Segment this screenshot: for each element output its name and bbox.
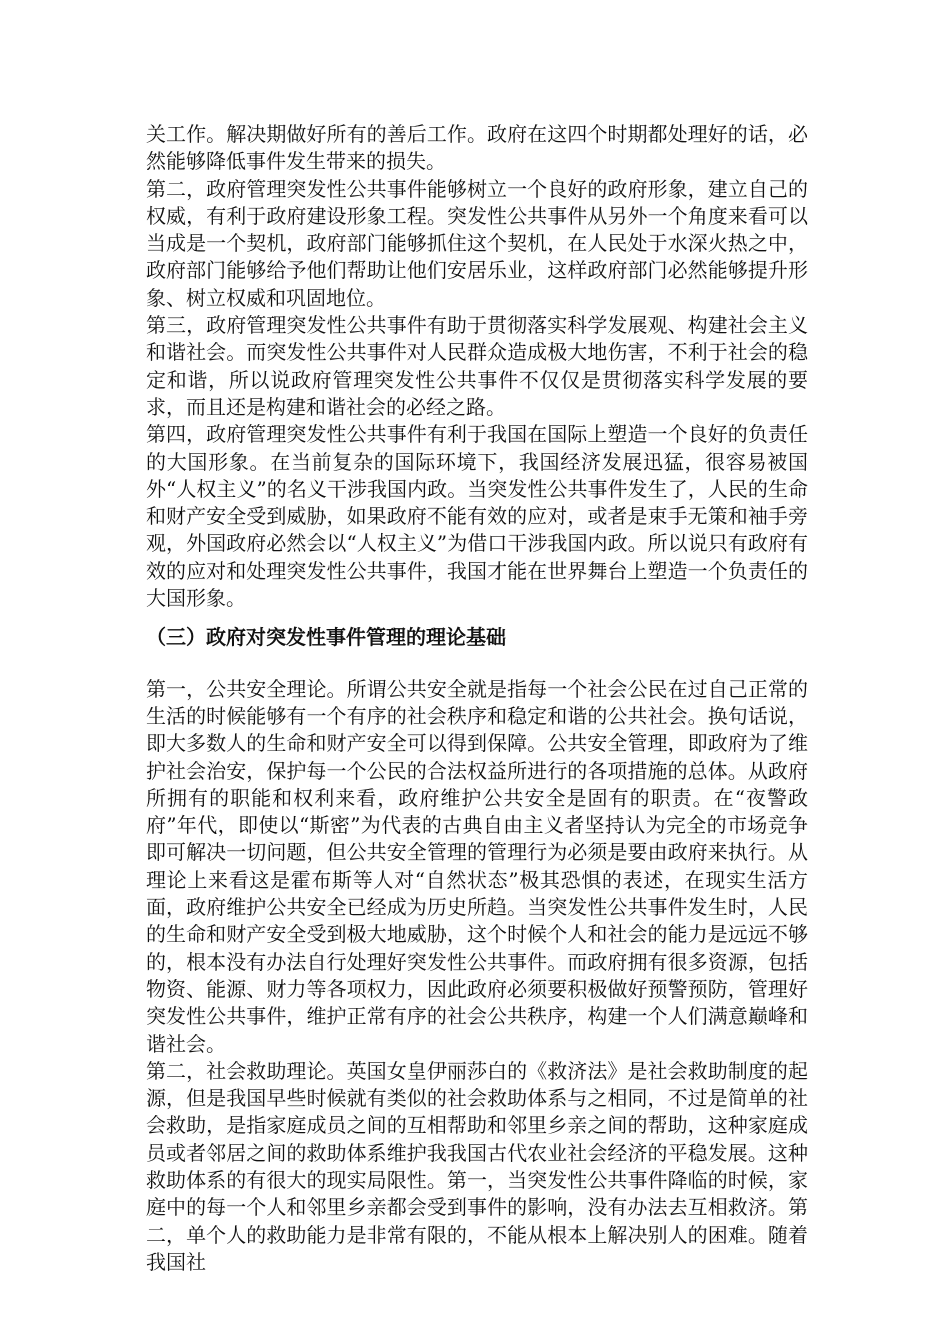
section-heading: （三）政府对突发性事件管理的理论基础 — [146, 625, 506, 650]
paragraph-1: 关工作。解决期做好所有的善后工作。政府在这四个时期都处理好的话，必然能够降低事件发生带来的损失。 — [146, 122, 808, 174]
paragraph-4: 第四，政府管理突发性公共事件有利于我国在国际上塑造一个良好的负责任的大国形象。在当前复杂的国际环境下，我国经济发展迅猛，很容易被国外“人权主义”的名义干涉我国内政。当突发性公共事件发生了，人民的生命和财产安全受到威胁，如果政府不能有效的应对，或者是束手无策和袖手旁观，外国政府必然会以“人权主义”为借口干涉我国内政。所以说只有政府有效的应对和处理突发性公共事件，我国才能在世界舞台上塑造一个负责任的大国形象。 — [146, 422, 808, 611]
paragraph-3: 第三，政府管理突发性公共事件有助于贯彻落实科学发展观、构建社会主义和谐社会。而突发性公共事件对人民群众造成极大地伤害，不利于社会的稳定和谐，所以说政府管理突发性公共事件不仅仅是贯彻落实科学发展的要求，而且还是构建和谐社会的必经之路。 — [146, 313, 808, 419]
document-page — [146, 121, 808, 1276]
paragraph-2: 第二，政府管理突发性公共事件能够树立一个良好的政府形象，建立自己的权威，有利于政府建设形象工程。突发性公共事件从另外一个角度来看可以当成是一个契机，政府部门能够抓住这个契机，在人民处于水深火热之中，政府部门能够给予他们帮助让他们安居乐业，这样政府部门必然能够提升形象、树立权威和巩固地位。 — [146, 176, 808, 310]
paragraph-6: 第二，社会救助理论。英国女皇伊丽莎白的《救济法》是社会救助制度的起源，但是我国早些时候就有类似的社会救助体系与之相同，不过是简单的社会救助，是指家庭成员之间的互相帮助和邻里乡亲之间的帮助，这种家庭成员或者邻居之间的救助体系维护我我国古代农业社会经济的平稳发展。这种救助体系的有很大的现实局限性。第一，当突发性公共事件降临的时候，家庭中的每一个人和邻里乡亲都会受到事件的影响，没有办法去互相救济。第二，单个人的救助能力是非常有限的，不能从根本上解决别人的困难。随着我国社 — [146, 1058, 808, 1274]
paragraph-5: 第一，公共安全理论。所谓公共安全就是指每一个社会公民在过自己正常的生活的时候能够有一个有序的社会秩序和稳定和谐的公共社会。换句话说，即大多数人的生命和财产安全可以得到保障。公共安全管理，即政府为了维护社会治安，保护每一个公民的合法权益所进行的各项措施的总体。从政府所拥有的职能和权利来看，政府维护公共安全是固有的职责。在“夜警政府”年代，即使以“斯密”为代表的古典自由主义者坚持认为完全的市场竞争即可解决一切问题，但公共安全管理的管理行为必须是要由政府来执行。从理论上来看这是霍布斯等人对“自然状态”极其恐惧的表述，在现实生活方面，政府维护公共安全已经成为历史所趋。当突发性公共事件发生时，人民的生命和财产安全受到极大地威胁，这个时候个人和社会的能力是远远不够的，根本没有办法自行处理好突发性公共事件。而政府拥有很多资源，包括物资、能源、财力等各项权力，因此政府必须要积极做好预警预防，管理好突发性公共事件，维护正常有序的社会公共秩序，构建一个人们满意巅峰和谐社会。 — [146, 676, 808, 1056]
